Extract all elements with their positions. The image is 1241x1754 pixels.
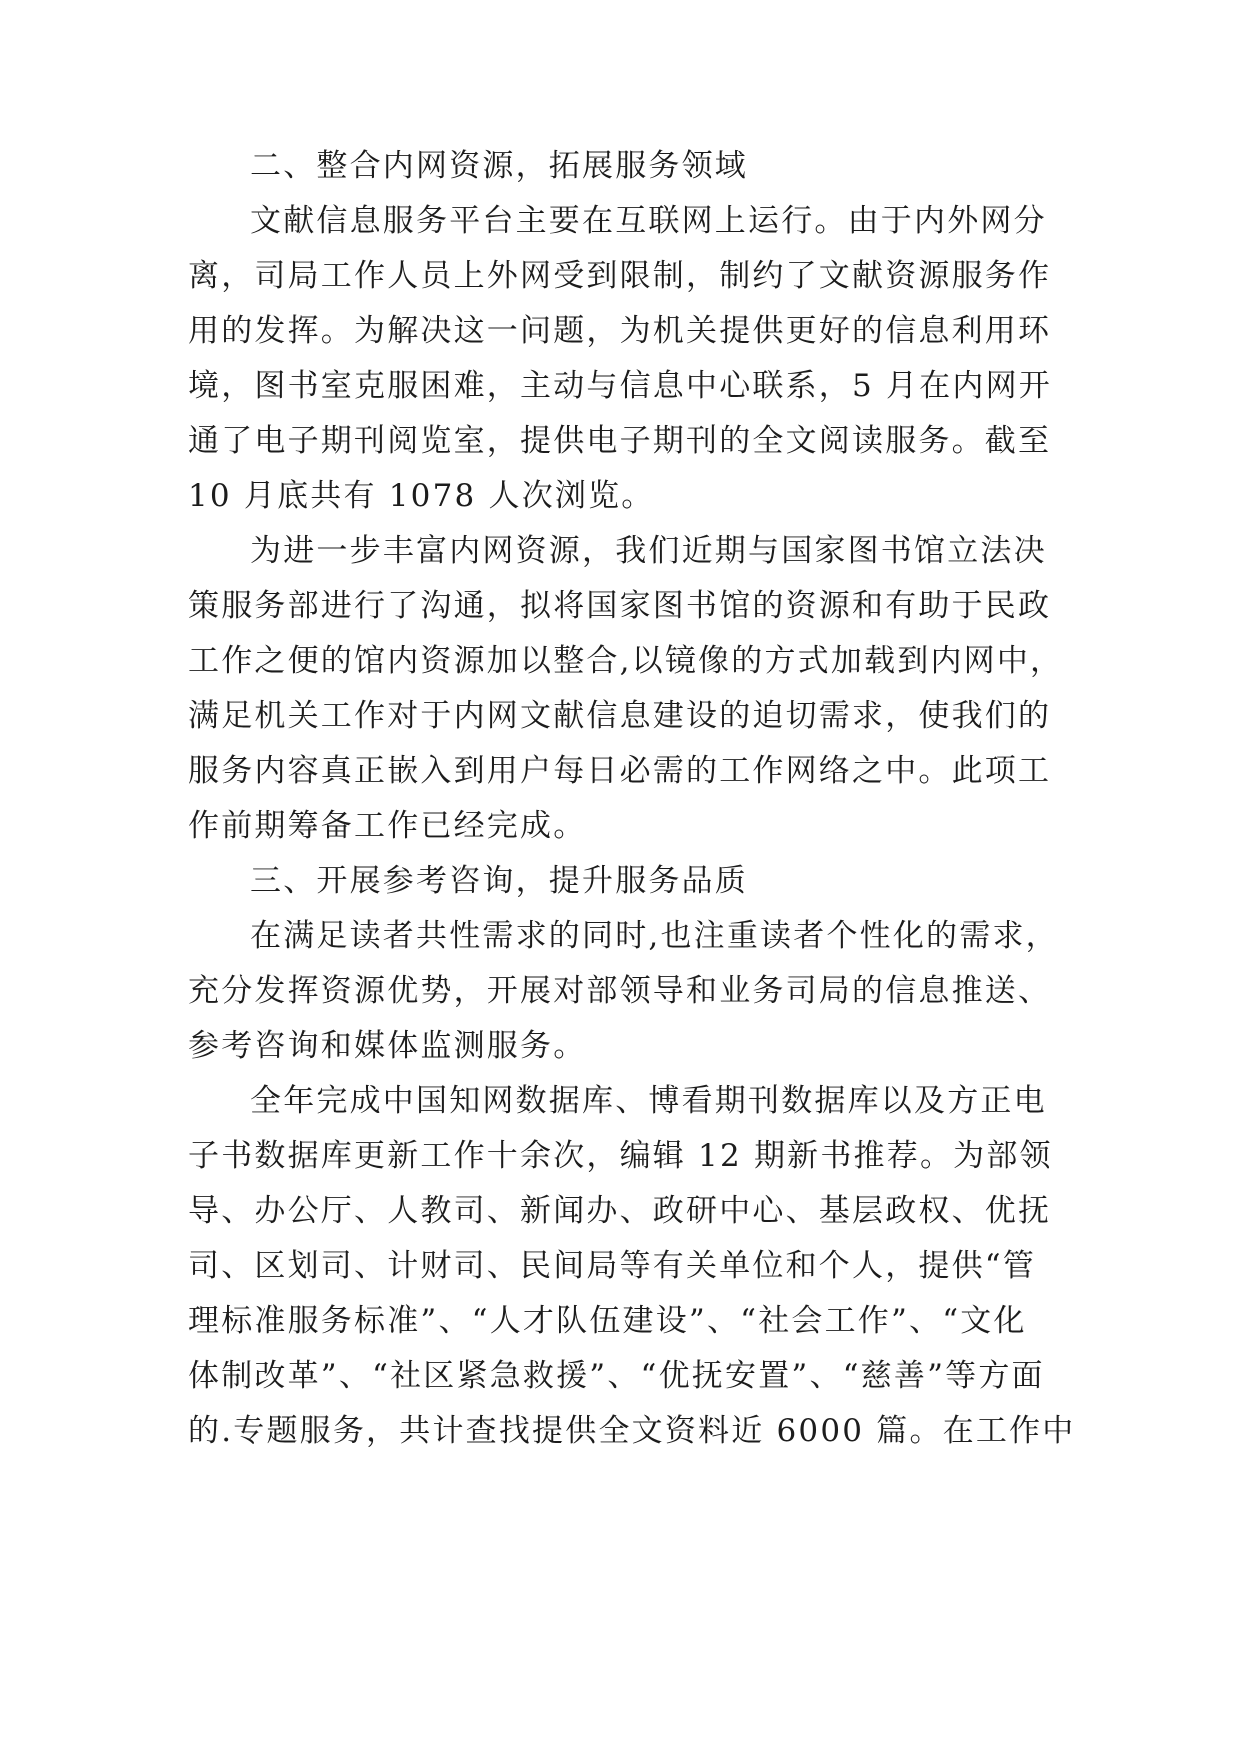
paragraph-line: 体制改革”、“社区紧急救援”、“优抚安置”、“慈善”等方面 [188,1358,1045,1394]
paragraph-line: 参考咨询和媒体监测服务。 [188,1028,587,1064]
paragraph-line: 离，司局工作人员上外网受到限制，制约了文献资源服务作 [188,258,1052,294]
paragraph-line: 策服务部进行了沟通，拟将国家图书馆的资源和有助于民政 [188,588,1052,624]
paragraph-line: 境，图书室克服困难，主动与信息中心联系，5 月在内网开 [188,368,1052,404]
paragraph-line: 通了电子期刊阅览室，提供电子期刊的全文阅读服务。截至 [188,423,1052,459]
paragraph-line: 理标准服务标准”、“人才队伍建设”、“社会工作”、“文化 [188,1303,1027,1339]
paragraph-line: 为进一步丰富内网资源，我们近期与国家图书馆立法决 [250,533,1047,569]
section-heading-2: 二、整合内网资源，拓展服务领域 [250,148,748,184]
paragraph-line: 满足机关工作对于内网文献信息建设的迫切需求，使我们的 [188,698,1052,734]
paragraph-line: 司、区划司、计财司、民间局等有关单位和个人，提供“管 [188,1248,1037,1284]
paragraph-line: 服务内容真正嵌入到用户每日必需的工作网络之中。此项工 [188,753,1052,789]
paragraph-line: 在满足读者共性需求的同时,也注重读者个性化的需求， [250,918,1059,954]
paragraph-line: 的.专题服务，共计查找提供全文资料近 6000 篇。在工作中 [188,1413,1076,1449]
paragraph-line: 工作之便的馆内资源加以整合,以镜像的方式加载到内网中， [188,643,1064,679]
paragraph-line: 文献信息服务平台主要在互联网上运行。由于内外网分 [250,203,1047,239]
paragraph-line: 子书数据库更新工作十余次，编辑 12 期新书推荐。为部领 [188,1138,1053,1174]
paragraph-line: 10 月底共有 1078 人次浏览。 [188,478,655,514]
paragraph-line: 导、办公厅、人教司、新闻办、政研中心、基层政权、优抚 [188,1193,1052,1229]
paragraph-line: 用的发挥。为解决这一问题，为机关提供更好的信息利用环 [188,313,1052,349]
section-heading-3: 三、开展参考咨询，提升服务品质 [250,863,748,899]
paragraph-line: 作前期筹备工作已经完成。 [188,808,587,844]
paragraph-line: 全年完成中国知网数据库、博看期刊数据库以及方正电 [250,1083,1047,1119]
paragraph-line: 充分发挥资源优势，开展对部领导和业务司局的信息推送、 [188,973,1052,1009]
